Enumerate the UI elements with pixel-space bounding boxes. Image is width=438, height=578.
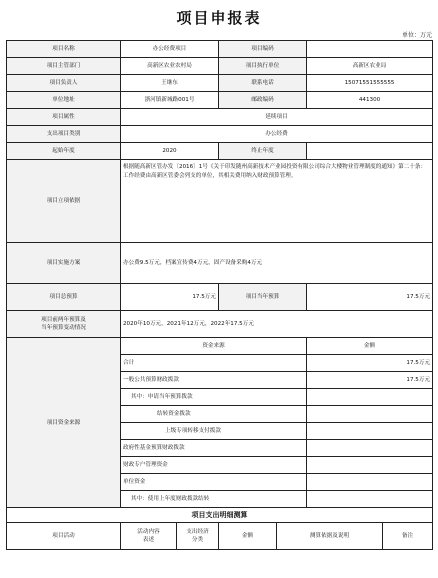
row-attr <box>7 109 433 126</box>
row-plan <box>7 243 433 284</box>
row-owner <box>7 75 433 92</box>
plan-label: 项目实施方案 <box>7 243 121 284</box>
total-budget-value: 17.5万元 <box>121 284 219 311</box>
funding-source-current-year: 其中：申请当年预算拨款 <box>121 389 307 406</box>
page-title: 项目申报表 <box>176 9 262 27</box>
row-budget <box>7 284 433 311</box>
detail-header-basis: 测算依据及说明 <box>277 523 383 550</box>
funding-source-general: 一般公共预算财政拨款 <box>121 372 307 389</box>
owner-value: 王继东 <box>121 75 219 92</box>
detail-header-content-line2: 表述 <box>142 537 155 543</box>
funding-amount-current-year <box>307 389 433 406</box>
detail-header-amount: 金额 <box>219 523 277 550</box>
detail-section-title: 项目支出明细测算 <box>7 508 433 523</box>
row-category <box>7 126 433 143</box>
category-value: 办公经费 <box>121 126 433 143</box>
funding-header-row <box>7 338 433 355</box>
project-name-value: 办公经费项目 <box>121 41 219 58</box>
funding-amount-prior-carryover <box>307 491 433 508</box>
phone-label: 联系电话 <box>219 75 307 92</box>
funding-amount-gov-fund <box>307 440 433 457</box>
funding-source-carryover: 结转资金拨款 <box>121 406 307 423</box>
row-project-name <box>7 41 433 58</box>
postcode-value: 441300 <box>307 92 433 109</box>
detail-header-row <box>7 523 433 550</box>
current-budget-value: 17.5万元 <box>307 284 433 311</box>
category-label: 支出项目类别 <box>7 126 121 143</box>
funding-source-transfer: 上级专项转移支付拨款 <box>121 423 307 440</box>
funding-amount-general: 17.5万元 <box>307 372 433 389</box>
funding-source-special-account: 财政专户管理资金 <box>121 457 307 474</box>
funding-label: 项目资金来源 <box>7 338 121 508</box>
dept-label: 项目主管部门 <box>7 58 121 75</box>
start-year-value: 2020 <box>121 143 219 160</box>
history-label-line1: 项目前两年预算及 <box>41 317 86 323</box>
funding-amount-carryover <box>307 406 433 423</box>
plan-text: 办公费9.5万元，档案宣传费4万元，固产设备采购4万元 <box>121 243 433 284</box>
dept-value: 高新区农业农村局 <box>121 58 219 75</box>
history-label-line2: 当年预算变动情况 <box>41 325 86 331</box>
funding-source-total: 合计 <box>121 355 307 372</box>
project-code-label: 项目编码 <box>219 41 307 58</box>
total-budget-label: 项目总预算 <box>7 284 121 311</box>
basis-text: 根据随高新区管办发〔2016〕1号《关于印发随州高新技术产业园投资有限公司综合大楼物业管理制度的通知》第二十条：工作经费由高新区管委会列支的单位，其相关费用纳入财政预算管理。 <box>121 160 433 243</box>
exec-unit-label: 项目执行单位 <box>219 58 307 75</box>
row-address <box>7 92 433 109</box>
address-value: 浙河镇新城路001号 <box>121 92 219 109</box>
project-application-table <box>6 40 433 550</box>
end-year-label: 终止年度 <box>219 143 307 160</box>
funding-source-prior-carryover: 其中：使用上年度财政拨款结转 <box>121 491 307 508</box>
phone-value: 15071551555555 <box>307 75 433 92</box>
address-label: 单位地址 <box>7 92 121 109</box>
row-years <box>7 143 433 160</box>
funding-amount-unit <box>307 474 433 491</box>
detail-header-content-line1: 活动内容 <box>137 529 160 535</box>
owner-label: 项目负责人 <box>7 75 121 92</box>
history-text: 2020年10万元，2021年12万元，2022年17.5万元 <box>121 311 433 338</box>
start-year-label: 起始年度 <box>7 143 121 160</box>
row-basis <box>7 160 433 243</box>
detail-header-econ <box>177 523 219 550</box>
detail-header-econ-line1: 支出经济 <box>186 529 209 535</box>
funding-amount-total: 17.5万元 <box>307 355 433 372</box>
project-code-value <box>307 41 433 58</box>
funding-amount-transfer <box>307 423 433 440</box>
postcode-label: 邮政编码 <box>219 92 307 109</box>
detail-header-activity: 项目活动 <box>7 523 121 550</box>
funding-amount-special-account <box>307 457 433 474</box>
row-history <box>7 311 433 338</box>
attr-label: 项目属性 <box>7 109 121 126</box>
funding-source-gov-fund: 政府性基金预算财政拨款 <box>121 440 307 457</box>
unit-label: 单位：万元 <box>401 32 432 39</box>
current-budget-label: 项目当年预算 <box>219 284 307 311</box>
row-dept <box>7 58 433 75</box>
detail-header-note: 备注 <box>383 523 433 550</box>
detail-section-row <box>7 508 433 523</box>
detail-header-econ-line2: 分类 <box>191 537 204 543</box>
basis-label: 项目立项依据 <box>7 160 121 243</box>
attr-value: 延续项目 <box>121 109 433 126</box>
project-name-label: 项目名称 <box>7 41 121 58</box>
detail-header-content <box>121 523 177 550</box>
exec-unit-value: 高新区农业局 <box>307 58 433 75</box>
funding-source-unit: 单位资金 <box>121 474 307 491</box>
funding-amount-header: 金额 <box>307 338 433 355</box>
end-year-value <box>307 143 433 160</box>
history-label <box>7 311 121 338</box>
funding-source-header: 资金来源 <box>121 338 307 355</box>
